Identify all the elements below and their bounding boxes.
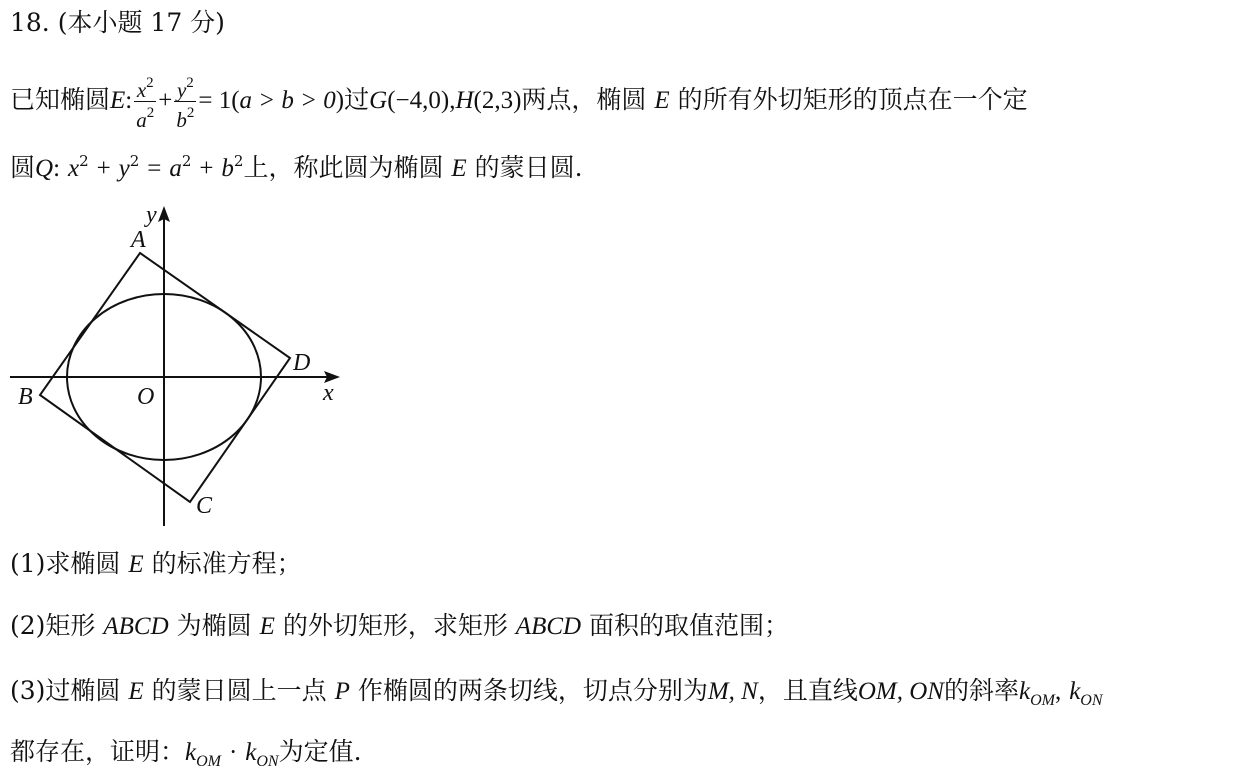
- label-b: B: [18, 384, 33, 410]
- problem-header: [10, 8, 225, 38]
- ellipse-symbol: E: [110, 87, 126, 114]
- label-origin: O: [137, 384, 155, 410]
- point-g: G: [369, 87, 388, 114]
- problem-number: 18.: [10, 8, 50, 37]
- label-a: A: [131, 227, 146, 253]
- statement-line-2: 圆Q: $x^2 + y^2 = a^2 + b^2$上，称此圆为椭圆 E 的蒙日圆.: [10, 152, 583, 182]
- condition: a > b > 0: [239, 87, 336, 114]
- question-3-continued: 都存在，证明：$k_{OM} \cdot k_{ON}$为定值.: [10, 737, 362, 770]
- fraction-x-over-a: $\frac{x^2}{a^2}$: [134, 72, 156, 131]
- circle-symbol: Q: [35, 155, 54, 182]
- fraction-y-over-b: $\frac{y^2}{b^2}$: [174, 72, 196, 131]
- label-y: y: [146, 202, 157, 228]
- statement-prefix: 已知椭圆: [10, 85, 111, 114]
- label-x: x: [323, 380, 334, 406]
- question-3: (3)过椭圆 E 的蒙日圆上一点 P 作椭圆的两条切线，切点分别为M, N，且直线OM, ON的斜率$k_{OM}$, $k_{ON}$: [10, 676, 1103, 709]
- statement-line-1: 已知椭圆E: $\frac{x^2}{a^2}$ + $\frac{y^2}{b^2}$ = 1(a > b > 0)过G(−4,0),H(2,3)两点，椭圆 E 的所有外切矩形的顶点在一个定: [10, 72, 1028, 131]
- question-1: (1)求椭圆 E 的标准方程；: [10, 549, 302, 578]
- label-d: D: [293, 350, 311, 376]
- point-h: H: [455, 87, 474, 114]
- equation-rhs: = 1(: [198, 87, 240, 114]
- problem-points: (本小题 17 分): [57, 8, 225, 37]
- label-c: C: [196, 493, 213, 519]
- question-2: (2)矩形 ABCD 为椭圆 E 的外切矩形，求矩形 ABCD 面积的取值范围；: [10, 611, 790, 640]
- ellipse-rectangle-figure: [0, 200, 360, 530]
